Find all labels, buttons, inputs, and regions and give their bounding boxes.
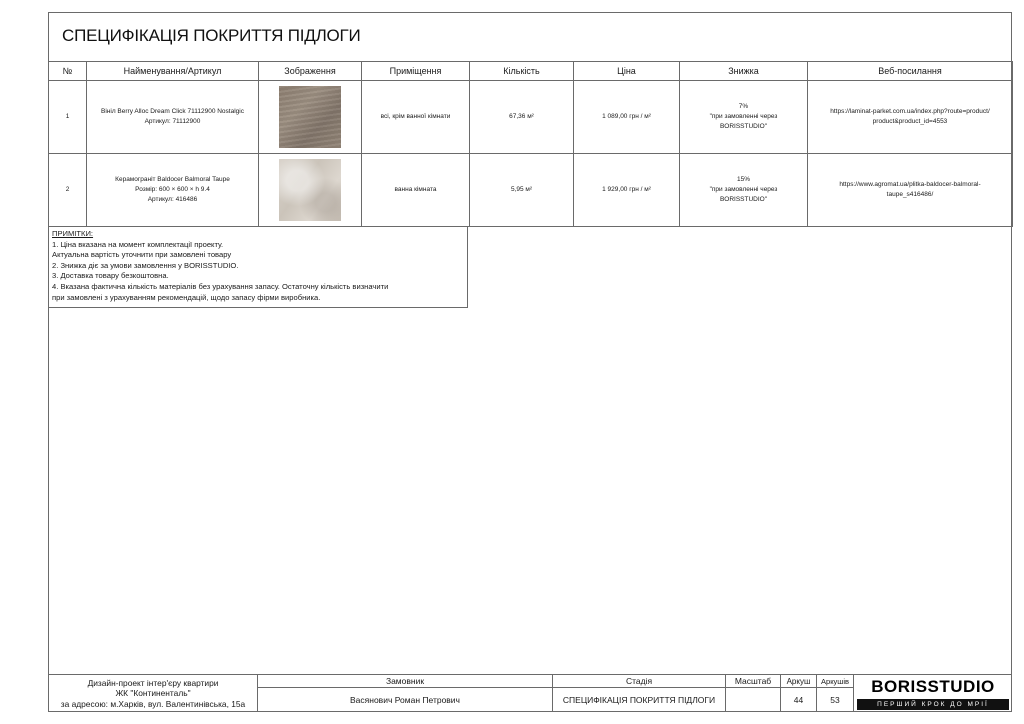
project-info (48, 675, 258, 712)
sheets-label: Аркушів (817, 675, 853, 688)
note-line: 4. Вказана фактична кількість матеріалів без урахування запасу. Остаточну кількість визначити (52, 281, 389, 291)
stone-tile-swatch-image (279, 159, 341, 221)
scale-label: Масштаб (726, 675, 780, 688)
page-title: СПЕЦИФІКАЦІЯ ПОКРИТТЯ ПІДЛОГИ (62, 26, 361, 45)
room: всі, крім ванної кімнати (362, 81, 470, 154)
web-link[interactable] (808, 81, 1013, 154)
product-image-cell (259, 154, 362, 227)
sheets-total: 53 (830, 695, 840, 705)
note-line: 2. Знижка діє за умови замовлення у BORISSTUDIO. (52, 260, 239, 270)
web-link[interactable] (808, 154, 1013, 227)
client-cell (258, 675, 553, 712)
project-name: Дизайн-проект інтер'єру квартири (87, 678, 219, 688)
discount-condition-2: BORISSTUDIO" (719, 196, 768, 203)
col-number: № (49, 62, 87, 81)
scale-cell (726, 675, 781, 712)
stage-value: СПЕЦИФІКАЦІЯ ПОКРИТТЯ ПІДЛОГИ (562, 695, 716, 705)
discount-percent: 7% (738, 103, 749, 110)
notes-box (48, 227, 468, 308)
quantity: 67,36 м² (470, 81, 574, 154)
discount (680, 81, 808, 154)
product-image-cell (259, 81, 362, 154)
note-line: при замовлені з урахуванням рекомендацій, щодо запасу фірми виробника. (52, 292, 321, 302)
title-block (48, 674, 1012, 712)
row-number: 2 (49, 154, 87, 227)
discount-condition: "при замовленні через (709, 113, 778, 120)
room: ванна кімната (362, 154, 470, 227)
note-line: 1. Ціна вказана на момент комплектації проекту. (52, 239, 224, 249)
col-link: Веб-посилання (808, 62, 1013, 81)
studio-logo (854, 675, 1012, 712)
web-link-part-2[interactable]: taupe_s416486/ (886, 191, 934, 198)
notes-heading: ПРИМІТКИ: (52, 229, 94, 238)
stage-cell (553, 675, 726, 712)
sheet-cell (781, 675, 817, 712)
table-row (49, 154, 1013, 227)
web-link-part-1[interactable]: https://laminat-parket.com.ua/index.php?route=product/ (830, 108, 990, 115)
col-quantity: Кількість (470, 62, 574, 81)
product-title: Керамограніт Baldocer Balmoral Taupe (115, 176, 230, 183)
sheet-label: Аркуш (781, 675, 816, 688)
specification-table (48, 61, 1013, 227)
table-header-row (49, 62, 1013, 81)
client-name: Васянович Роман Петрович (350, 695, 460, 705)
col-discount: Знижка (680, 62, 808, 81)
discount-condition-2: BORISSTUDIO" (719, 123, 768, 130)
price: 1 929,00 грн / м² (574, 154, 680, 227)
col-name: Найменування/Артикул (87, 62, 259, 81)
logo-text: BORISSTUDIO (871, 677, 995, 696)
discount (680, 154, 808, 227)
product-size: Розмір: 600 × 600 × h 9.4 (135, 186, 210, 193)
product-name (87, 154, 259, 227)
product-title: Вініл Berry Alloc Dream Click 71112900 Nostalgic (101, 108, 244, 115)
project-complex: ЖК "Континенталь" (115, 688, 191, 698)
product-article: Артикул: 71112900 (144, 118, 201, 125)
row-number: 1 (49, 81, 87, 154)
client-label: Замовник (258, 675, 552, 688)
web-link-part-1[interactable]: https://www.agromat.ua/plitka-baldocer-balmoral- (839, 181, 981, 188)
stage-label: Стадія (553, 675, 725, 688)
note-line: 3. Доставка товару безкоштовна. (52, 271, 169, 281)
note-line: Актуальна вартість уточнити при замовлені товару (52, 250, 232, 260)
product-name (87, 81, 259, 154)
logo-slogan: ПЕРШИЙ КРОК ДО МРІЇ (857, 699, 1009, 710)
quantity: 5,95 м² (470, 154, 574, 227)
project-address: за адресою: м.Харків, вул. Валентинівська, 15а (60, 699, 246, 709)
discount-condition: "при замовленні через (709, 186, 778, 193)
price: 1 089,00 грн / м² (574, 81, 680, 154)
table-row (49, 81, 1013, 154)
discount-percent: 15% (736, 176, 750, 183)
col-room: Приміщення (362, 62, 470, 81)
product-article: Артикул: 416486 (147, 196, 198, 203)
col-image: Зображення (259, 62, 362, 81)
wood-vinyl-swatch-image (279, 86, 341, 148)
web-link-part-2[interactable]: product&product_id=4553 (872, 118, 948, 125)
sheet-number: 44 (793, 695, 804, 705)
col-price: Ціна (574, 62, 680, 81)
sheets-cell (817, 675, 854, 712)
